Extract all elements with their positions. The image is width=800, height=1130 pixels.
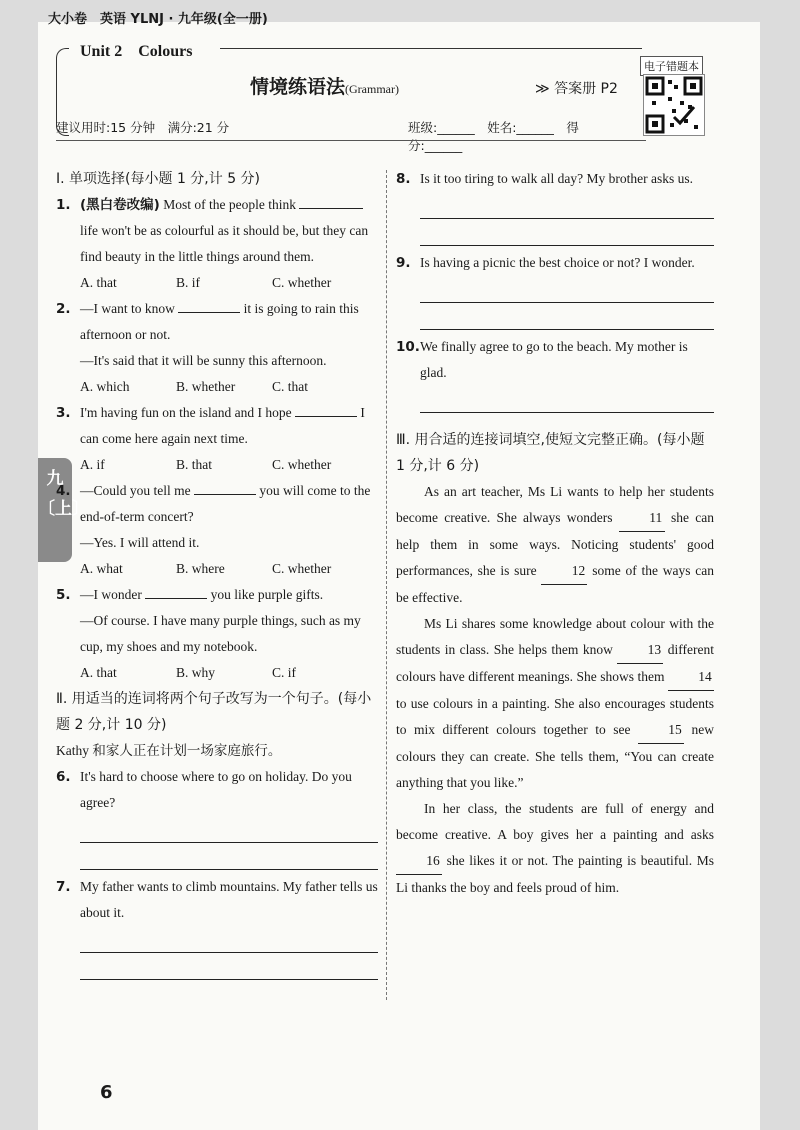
- question-8: [396, 166, 714, 192]
- section1-title: Ⅰ. 单项选择(每小题 1 分,计 5 分): [56, 171, 261, 187]
- passage-text: different colours have different meanings. She shows them: [396, 642, 715, 684]
- student-fields: 班级:______ 姓名:______ 得分:______: [408, 120, 579, 153]
- answer-line[interactable]: [420, 192, 714, 219]
- option[interactable]: C. that: [272, 379, 308, 394]
- passage-text: some of the ways can be effective.: [396, 563, 715, 605]
- question-number: 5.: [56, 587, 71, 603]
- answer-blank[interactable]: [295, 400, 357, 417]
- answer-line[interactable]: [420, 276, 714, 303]
- answer-line[interactable]: [420, 303, 714, 330]
- answer-line[interactable]: [420, 386, 714, 413]
- option[interactable]: C. whether: [272, 275, 332, 290]
- option[interactable]: A. which: [80, 379, 130, 394]
- section2-context: Kathy 和家人正在计划一场家庭旅行。: [56, 743, 282, 758]
- question-text: I'm having fun on the island and I hope: [80, 405, 292, 420]
- option[interactable]: B. whether: [176, 379, 236, 394]
- question-text: life won't be as colourful as it should be, but they can find beauty in the little things around them.: [80, 223, 369, 264]
- option[interactable]: A. what: [80, 561, 123, 576]
- section2-title: Ⅱ. 用适当的连词将两个句子改写为一个句子。(每小题 2 分,计 10 分): [56, 691, 372, 733]
- qr-label: 电子错题本: [640, 56, 703, 76]
- question-9: [396, 250, 714, 276]
- option[interactable]: C. if: [272, 665, 297, 680]
- answer-line[interactable]: [80, 953, 378, 980]
- option[interactable]: B. if: [176, 275, 201, 290]
- question-number: 6.: [56, 769, 71, 785]
- question-text: My father wants to climb mountains. My father tells us about it.: [80, 879, 378, 920]
- question-number: 3.: [56, 405, 71, 421]
- question-text: —It's said that it will be sunny this afternoon.: [80, 353, 327, 368]
- question-7: [56, 874, 378, 926]
- title-cn: 情境练语法: [250, 76, 346, 98]
- question-number: 2.: [56, 301, 71, 317]
- answer-blank[interactable]: [178, 296, 240, 313]
- options: [56, 270, 378, 296]
- passage-blank[interactable]: 11: [619, 505, 665, 532]
- passage-text: to use colours in a painting. She also encourages students to mix different colours together to see: [396, 696, 714, 737]
- answer-blank[interactable]: [145, 582, 207, 599]
- question-text: you like purple gifts.: [210, 587, 324, 602]
- header-separator: [56, 140, 646, 141]
- question-text: I can come here again next time.: [80, 405, 365, 446]
- answer-line[interactable]: [420, 219, 714, 246]
- passage-blank[interactable]: 15: [638, 717, 684, 744]
- question-4: [56, 478, 378, 556]
- question-text: —Could you tell me: [80, 483, 191, 498]
- passage-text: Ms Li shares some knowledge about colour with the students in class. She helps them know: [396, 616, 714, 657]
- options: [56, 660, 378, 686]
- passage-blank[interactable]: 13: [617, 637, 663, 664]
- passage-text: new colours they can create. She tells them, “You can create anything that you like.”: [396, 722, 715, 790]
- question-text: it is going to rain this afternoon or not.: [80, 301, 359, 342]
- question-text: you will come to the end-of-term concert?: [80, 483, 371, 524]
- question-number: 8.: [396, 171, 411, 187]
- time-score: 建议用时:15 分钟 满分:21 分: [56, 120, 230, 135]
- option[interactable]: A. that: [80, 665, 117, 680]
- options: [56, 556, 378, 582]
- question-number: 4.: [56, 483, 71, 499]
- book-title: 大小卷 英语 YLNJ · 九年级(全一册): [48, 12, 268, 27]
- question-number: 10.: [396, 339, 420, 355]
- unit-title: Unit 2 Colours: [80, 43, 193, 60]
- answer-blank[interactable]: [299, 192, 363, 209]
- options: [56, 374, 378, 400]
- answer-line[interactable]: [80, 926, 378, 953]
- question-text: —I want to know: [80, 301, 175, 316]
- passage-blank[interactable]: 12: [541, 558, 587, 585]
- question-number: 7.: [56, 879, 71, 895]
- passage-text: In her class, the students are full of energy and become creative. A boy gives her a painting and asks: [396, 801, 714, 842]
- option[interactable]: A. if: [80, 457, 105, 472]
- question-3: [56, 400, 378, 452]
- answer-line[interactable]: [80, 816, 378, 843]
- option[interactable]: B. why: [176, 665, 216, 680]
- question-6: [56, 764, 378, 816]
- question-10: [396, 334, 714, 386]
- question-text: —I wonder: [80, 587, 142, 602]
- option[interactable]: C. whether: [272, 561, 332, 576]
- question-text: We finally agree to go to the beach. My mother is glad.: [420, 339, 688, 380]
- question-text: Most of the people think: [163, 197, 296, 212]
- info-line: [56, 118, 626, 153]
- passage-paragraph-2: [396, 611, 714, 796]
- question-text: Is having a picnic the best choice or not? I wonder.: [420, 255, 695, 270]
- option[interactable]: B. that: [176, 457, 212, 472]
- passage-paragraph-1: [396, 479, 714, 611]
- passage-paragraph-3: [396, 796, 714, 901]
- question-number: 1.: [56, 197, 71, 213]
- question-text: —Yes. I will attend it.: [80, 535, 200, 550]
- grade-tab: 九〔上〕: [38, 458, 72, 562]
- option[interactable]: A. that: [80, 275, 117, 290]
- options: [56, 452, 378, 478]
- question-text: —Of course. I have many purple things, such as my cup, my shoes and my notebook.: [80, 613, 361, 654]
- passage-text: As an art teacher, Ms Li wants to help her students become creative. She always wonders: [396, 484, 714, 525]
- title-en: (Grammar): [345, 82, 399, 96]
- question-text: It's hard to choose where to go on holiday. Do you agree?: [80, 769, 352, 810]
- header-rule: [220, 48, 642, 49]
- option[interactable]: C. whether: [272, 457, 332, 472]
- column-divider: [386, 170, 387, 1000]
- left-column: [56, 166, 378, 980]
- question-text: Is it too tiring to walk all day? My brother asks us.: [420, 171, 693, 186]
- passage-blank[interactable]: 16: [396, 848, 442, 875]
- passage-text: she can help them in some ways. Noticing students' good performances, she is sure: [396, 510, 715, 578]
- question-5: [56, 582, 378, 660]
- passage-blank[interactable]: 14: [668, 664, 714, 691]
- question-number: 9.: [396, 255, 411, 271]
- page-number: 6: [100, 1082, 113, 1103]
- answer-line[interactable]: [80, 843, 378, 870]
- option[interactable]: B. where: [176, 561, 225, 576]
- page-title: [250, 72, 399, 99]
- question-1: [56, 192, 378, 270]
- question-2: [56, 296, 378, 374]
- question-tag: (黑白卷改编): [80, 197, 160, 213]
- right-column: [396, 166, 714, 901]
- section3-title: Ⅲ. 用合适的连接词填空,使短文完整正确。(每小题 1 分,计 6 分): [396, 432, 705, 474]
- qr-code-icon[interactable]: [643, 74, 705, 136]
- answer-ref: ≫ 答案册 P2: [535, 81, 618, 97]
- passage-text: she likes it or not. The painting is beautiful. Ms Li thanks the boy and feels proud of him.: [396, 853, 714, 895]
- answer-blank[interactable]: [194, 478, 256, 495]
